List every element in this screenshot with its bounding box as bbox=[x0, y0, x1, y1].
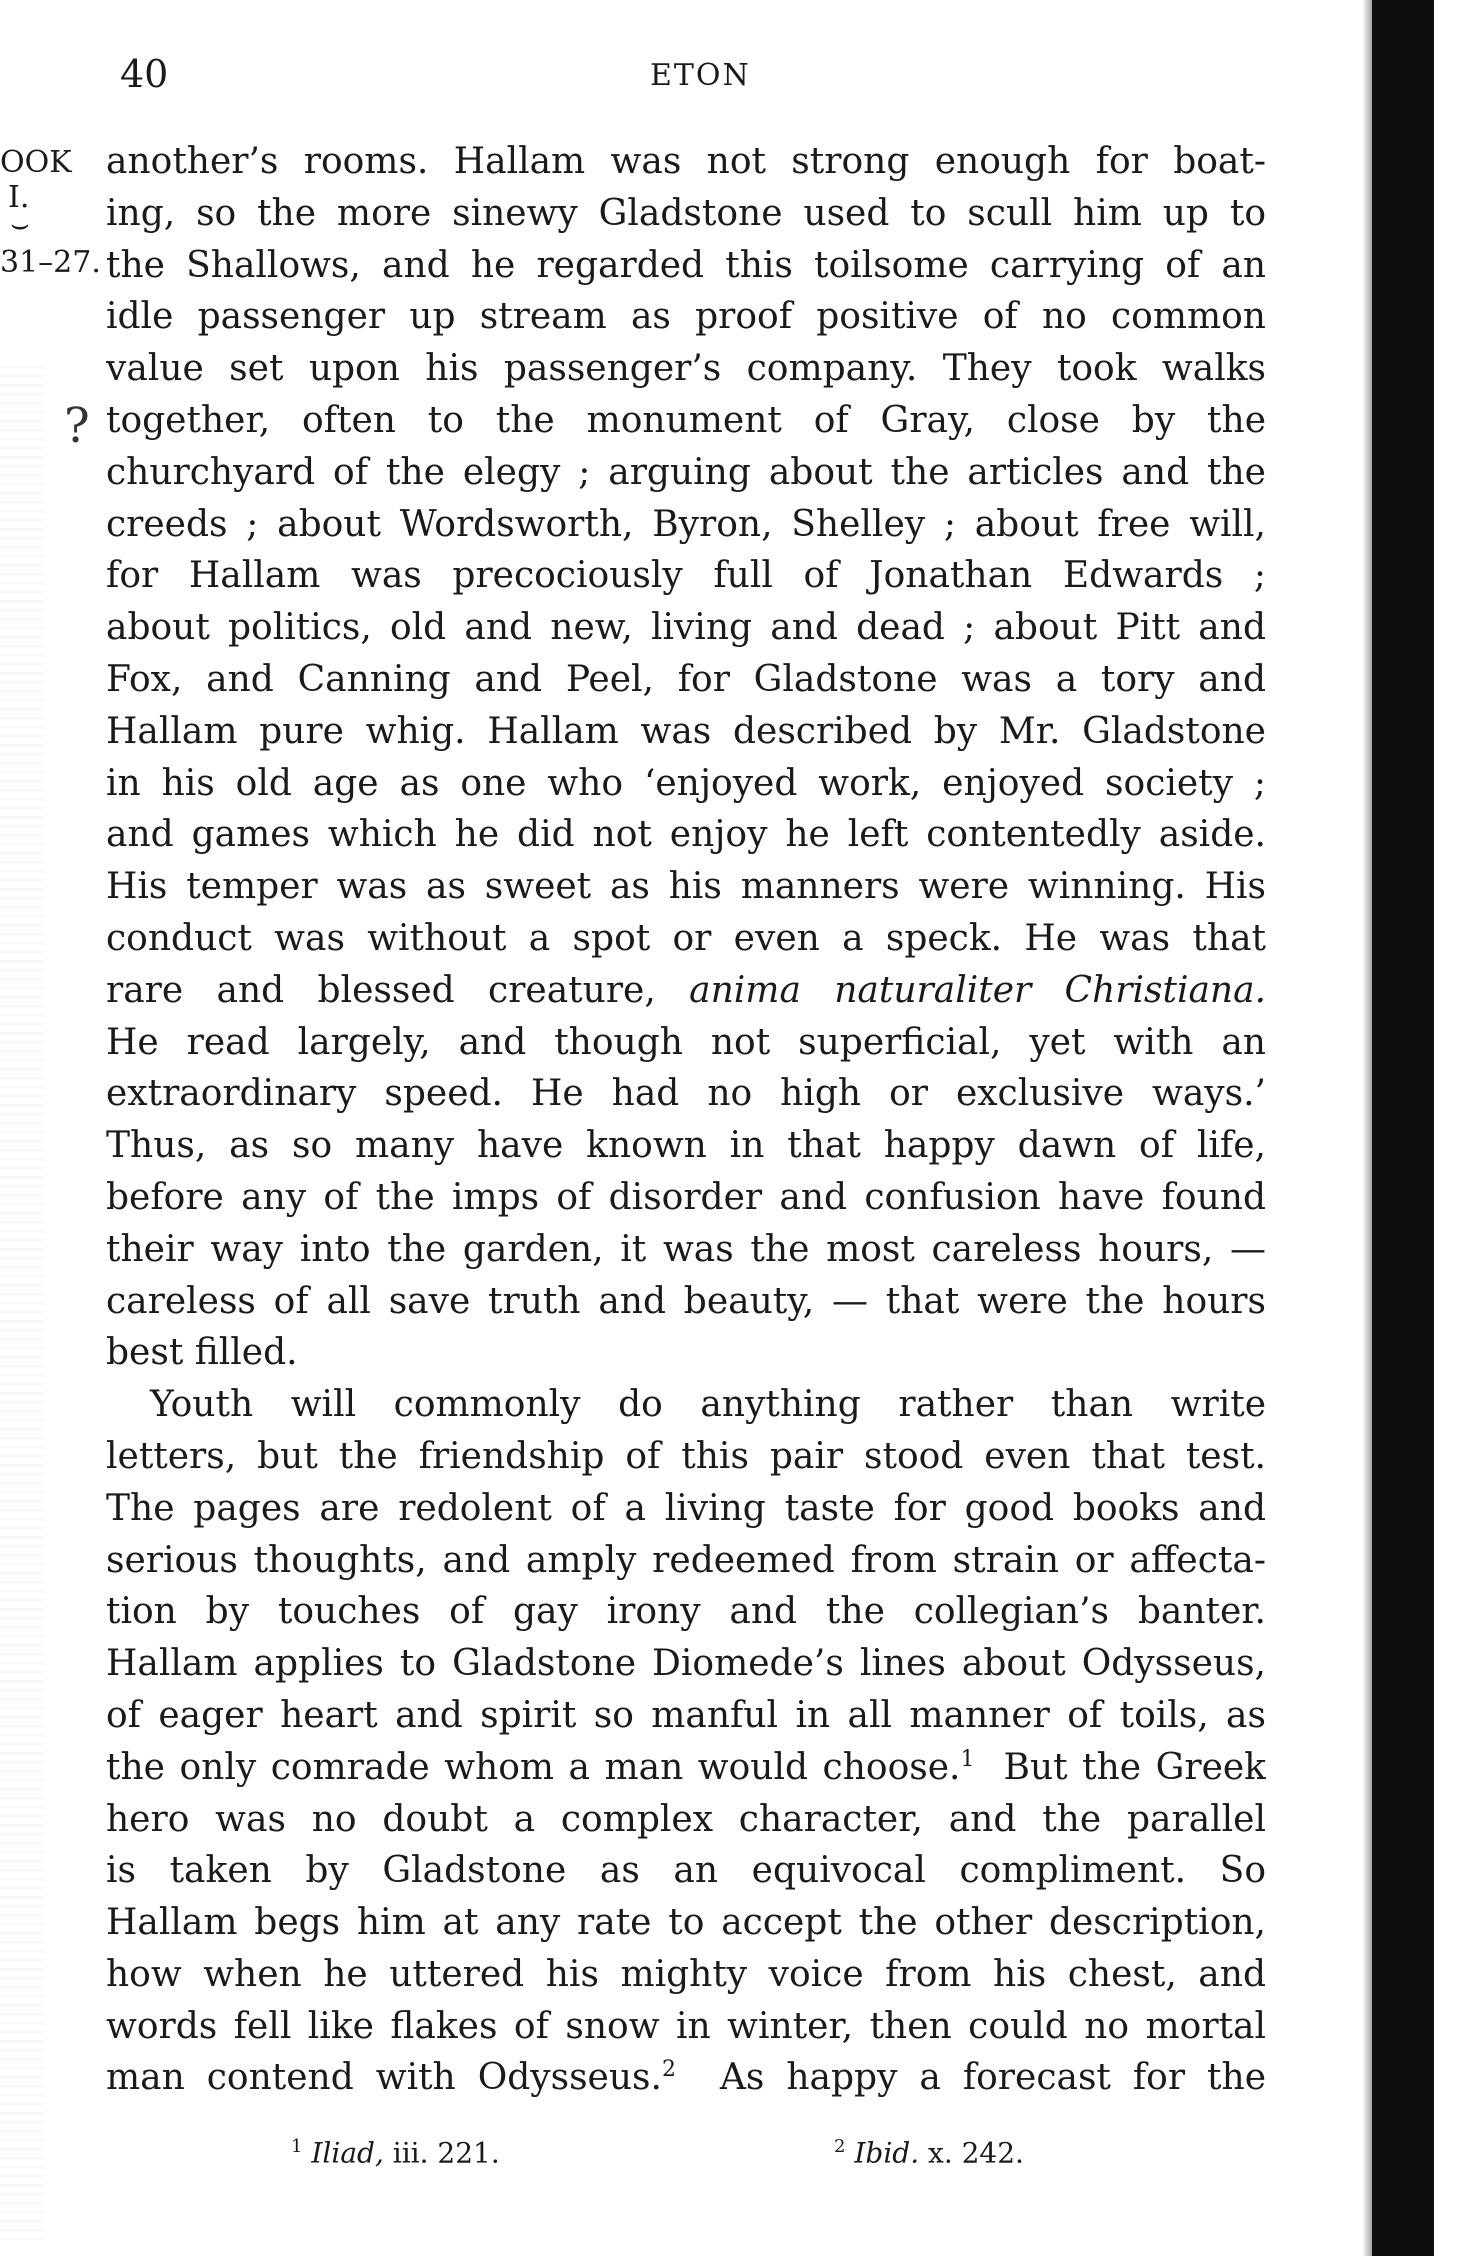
text-line: Youth will commonly do anything rather than write bbox=[150, 1384, 1266, 1426]
footnote-ref-2: 2 bbox=[661, 2057, 676, 2083]
text-line: in his old age as one who ‘enjoyed work, enjoyed society ; bbox=[106, 762, 1266, 804]
binding-shadow bbox=[1362, 0, 1372, 2256]
text-line: of eager heart and spirit so manful in all manner of toils, as bbox=[106, 1694, 1266, 1736]
page-edge-bar bbox=[1372, 0, 1434, 2256]
text-line: idle passenger up stream as proof positive of no common bbox=[106, 296, 1266, 338]
footnote-ref: iii. 221. bbox=[383, 2136, 500, 2170]
paragraph-1 bbox=[106, 136, 1266, 1379]
text-line: Thus, as so many have known in that happy dawn of life, bbox=[106, 1125, 1266, 1167]
margin-note-years: 31–27. bbox=[0, 245, 101, 280]
text-line: together, often to the monument of Gray, close by the bbox=[106, 399, 1266, 441]
text-line: another’s rooms. Hallam was not strong enough for boat- bbox=[106, 141, 1266, 182]
text-line bbox=[106, 965, 1266, 1017]
text-span: As happy a forecast for the bbox=[675, 2057, 1266, 2099]
text-span: rare and blessed creature, bbox=[106, 969, 656, 1011]
text-line: letters, but the friendship of this pair stood even that test. bbox=[106, 1435, 1266, 1477]
text-span: the only comrade whom a man would choose. bbox=[106, 1746, 961, 1788]
text-line: extraordinary speed. He had no high or exclusive ways.’ bbox=[106, 1073, 1266, 1115]
text-line bbox=[106, 2052, 1266, 2104]
text-line: conduct was without a spot or even a speck. He was that bbox=[106, 917, 1266, 959]
text-span: man contend with Odysseus. bbox=[106, 2057, 662, 2099]
text-line: how when he uttered his mighty voice from his chest, and bbox=[106, 1953, 1266, 1995]
text-line: He read largely, and though not superficial, yet with an bbox=[106, 1021, 1266, 1063]
text-line: their way into the garden, it was the most careless hours, — bbox=[106, 1228, 1266, 1270]
margin-note-book: OOK bbox=[0, 145, 72, 180]
text-line: Hallam begs him at any rate to accept the other description, bbox=[106, 1902, 1266, 1944]
text-line: before any of the imps of disorder and confusion have found bbox=[106, 1176, 1266, 1218]
text-line: The pages are redolent of a living taste for good books and bbox=[106, 1487, 1266, 1529]
page-header bbox=[0, 52, 1462, 112]
footnote-number: 2 bbox=[834, 2136, 846, 2157]
text-line: tion by touches of gay irony and the collegian’s banter. bbox=[106, 1591, 1266, 1633]
footnote-number: 1 bbox=[291, 2136, 303, 2157]
margin-note-chapter: I. bbox=[8, 180, 30, 215]
body-text bbox=[106, 136, 1266, 2104]
text-line: His temper was as sweet as his manners were winning. His bbox=[106, 866, 1266, 908]
text-line: hero was no doubt a complex character, and the parallel bbox=[106, 1798, 1266, 1840]
text-line: and games which he did not enjoy he left contentedly aside. bbox=[106, 814, 1266, 856]
text-line: is taken by Gladstone as an equivocal compliment. So bbox=[106, 1850, 1266, 1892]
margin-note bbox=[0, 140, 100, 286]
text-span: But the Greek bbox=[974, 1746, 1266, 1788]
footnote-1 bbox=[291, 2136, 500, 2169]
text-line: the Shallows, and he regarded this toilsome carrying of an bbox=[106, 244, 1266, 286]
text-line: words fell like flakes of snow in winter, then could no mortal bbox=[106, 2005, 1266, 2047]
text-line: Fox, and Canning and Peel, for Gladstone was a tory and bbox=[106, 658, 1266, 700]
running-head: ETON bbox=[650, 58, 751, 93]
margin-speckle bbox=[0, 360, 44, 2240]
text-line: Hallam pure whig. Hallam was described by Mr. Gladstone bbox=[106, 710, 1266, 752]
footnote-source: Iliad, bbox=[311, 2136, 384, 2170]
text-line: creeds ; about Wordsworth, Byron, Shelley ; about free will, bbox=[106, 503, 1266, 545]
text-line: for Hallam was precociously full of Jonathan Edwards ; bbox=[106, 555, 1266, 597]
margin-brace-icon: ⌣ bbox=[10, 207, 30, 242]
text-line: careless of all save truth and beauty, — that were the hours bbox=[106, 1280, 1266, 1322]
footnote-ref-1: 1 bbox=[960, 1746, 975, 1772]
page-number: 40 bbox=[120, 52, 169, 96]
text-line: value set upon his passenger’s company. They took walks bbox=[106, 348, 1266, 390]
paragraph-2 bbox=[106, 1379, 1266, 2104]
latin-phrase: anima naturaliter Christiana. bbox=[689, 969, 1266, 1011]
pencil-mark: ? bbox=[64, 398, 90, 454]
footnote-2 bbox=[834, 2136, 1024, 2169]
text-line bbox=[106, 1742, 1266, 1794]
text-line: ing, so the more sinewy Gladstone used to scull him up to bbox=[106, 192, 1266, 234]
text-line: Hallam applies to Gladstone Diomede’s lines about Odysseus, bbox=[106, 1643, 1266, 1685]
text-line: serious thoughts, and amply redeemed from strain or affecta- bbox=[106, 1539, 1266, 1581]
text-line: best filled. bbox=[106, 1332, 298, 1374]
footnote-source: Ibid. bbox=[854, 2136, 920, 2170]
text-line: about politics, old and new, living and dead ; about Pitt and bbox=[106, 607, 1266, 649]
footnote-ref: x. 242. bbox=[919, 2136, 1024, 2170]
text-line: churchyard of the elegy ; arguing about the articles and the bbox=[106, 451, 1266, 493]
